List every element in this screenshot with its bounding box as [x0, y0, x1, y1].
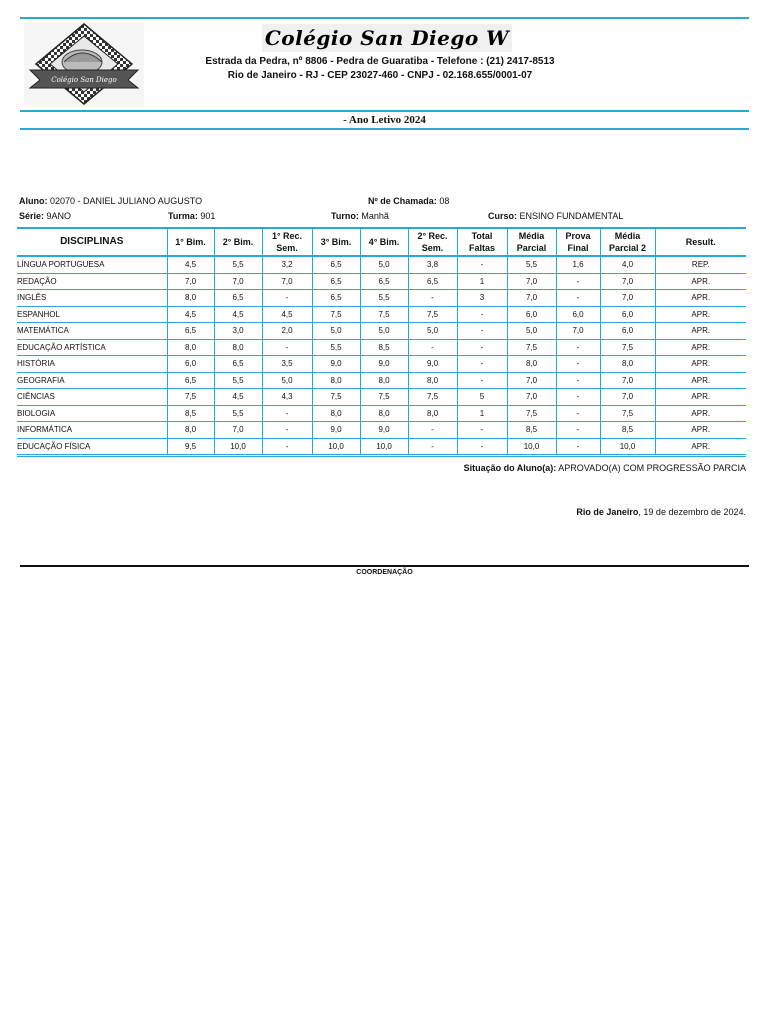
grades-table	[17, 227, 746, 457]
chamada-label: Nº de Chamada:	[368, 196, 437, 206]
student-class	[168, 211, 215, 221]
grade-cell: -	[556, 405, 600, 422]
school-logo	[24, 22, 144, 106]
grade-cell: 6,5	[312, 290, 360, 307]
signature-line	[20, 565, 749, 567]
grade-cell: 5,0	[408, 323, 457, 340]
table-header-row	[17, 228, 746, 256]
serie-value: 9ANO	[46, 211, 72, 221]
grade-cell: -	[262, 339, 312, 356]
subject-name: GEOGRAFIA	[17, 372, 167, 389]
grade-cell: 8,0	[360, 405, 408, 422]
grade-cell: 8,0	[167, 290, 214, 307]
header-4-bim: 4° Bim.	[360, 228, 408, 256]
subject-name: CIÊNCIAS	[17, 389, 167, 406]
city: Rio de Janeiro	[576, 507, 639, 517]
date: , 19 de dezembro de 2024.	[638, 507, 746, 517]
grade-cell: -	[408, 422, 457, 439]
grade-cell: 5,5	[312, 339, 360, 356]
grade-cell: 3	[457, 290, 507, 307]
grade-cell: 6,5	[214, 290, 262, 307]
grade-cell: APR.	[655, 389, 746, 406]
grade-cell: 7,5	[408, 306, 457, 323]
grade-cell: 8,0	[312, 372, 360, 389]
grade-cell: 3,0	[214, 323, 262, 340]
grade-cell: 7,0	[556, 323, 600, 340]
student-shift	[331, 211, 389, 221]
grade-cell: -	[262, 290, 312, 307]
grade-cell: 6,5	[167, 323, 214, 340]
year-rule-bottom	[20, 128, 749, 130]
header-media-parcial-2: Média Parcial 2	[600, 228, 655, 256]
grade-cell: 1,6	[556, 256, 600, 273]
header-3-bim: 3° Bim.	[312, 228, 360, 256]
grade-cell: 7,5	[600, 405, 655, 422]
grade-cell: 6,5	[312, 256, 360, 273]
grade-cell: -	[556, 356, 600, 373]
situacao-label: Situação do Aluno(a):	[463, 463, 557, 473]
aluno-label: Aluno:	[19, 196, 48, 206]
grade-cell: APR.	[655, 372, 746, 389]
grade-cell: 7,0	[507, 372, 556, 389]
table-row	[17, 273, 746, 290]
grade-cell: 5,5	[214, 372, 262, 389]
grade-cell: 4,0	[600, 256, 655, 273]
grade-cell: 1	[457, 273, 507, 290]
grade-cell: 4,5	[214, 306, 262, 323]
grade-cell: APR.	[655, 356, 746, 373]
curso-label: Curso:	[488, 211, 517, 221]
address-line-1: Estrada da Pedra, nº 8806 - Pedra de Guaratiba - Telefone : (21) 2417-8513	[205, 56, 555, 67]
table-row	[17, 290, 746, 307]
turma-label: Turma:	[168, 211, 198, 221]
grade-cell: APR.	[655, 422, 746, 439]
grade-cell: 2,0	[262, 323, 312, 340]
grade-cell: 6,0	[556, 306, 600, 323]
grade-cell: 6,0	[167, 356, 214, 373]
grade-cell: 5,0	[312, 323, 360, 340]
grades-table-body	[17, 256, 746, 456]
grade-cell: 4,5	[167, 306, 214, 323]
grade-cell: 3,2	[262, 256, 312, 273]
header-1-bim: 1° Bim.	[167, 228, 214, 256]
grade-cell: -	[457, 356, 507, 373]
subject-name: LÍNGUA PORTUGUESA	[17, 256, 167, 273]
school-title-box	[262, 24, 512, 52]
grade-cell: APR.	[655, 438, 746, 456]
subject-name: HISTÓRIA	[17, 356, 167, 373]
curso-value: ENSINO FUNDAMENTAL	[519, 211, 624, 221]
grade-cell: 6,5	[214, 356, 262, 373]
grade-cell: 6,0	[600, 323, 655, 340]
grade-cell: 4,5	[214, 389, 262, 406]
grade-cell: 5,5	[214, 405, 262, 422]
grade-cell: -	[262, 422, 312, 439]
grade-cell: 7,5	[507, 405, 556, 422]
grade-cell: 8,0	[214, 339, 262, 356]
grade-cell: 10,0	[507, 438, 556, 456]
student-course	[488, 211, 623, 221]
grade-cell: 6,0	[507, 306, 556, 323]
subject-name: ESPANHOL	[17, 306, 167, 323]
student-name	[19, 196, 202, 206]
grade-cell: 7,0	[262, 273, 312, 290]
table-row	[17, 422, 746, 439]
grade-cell: APR.	[655, 405, 746, 422]
grade-cell: -	[457, 256, 507, 273]
grade-cell: -	[408, 438, 457, 456]
grade-cell: 10,0	[600, 438, 655, 456]
grade-cell: -	[457, 372, 507, 389]
student-grade-level	[19, 211, 71, 221]
student-status	[464, 463, 746, 473]
grade-cell: 5,5	[360, 290, 408, 307]
grade-cell: 8,0	[167, 339, 214, 356]
grade-cell: REP.	[655, 256, 746, 273]
table-row	[17, 339, 746, 356]
grade-cell: 5,0	[507, 323, 556, 340]
grade-cell: -	[457, 422, 507, 439]
top-rule	[20, 17, 749, 19]
grade-cell: 7,0	[214, 273, 262, 290]
header-result: Result.	[655, 228, 746, 256]
grade-cell: 8,5	[600, 422, 655, 439]
grade-cell: 9,0	[360, 422, 408, 439]
header-media-parcial: Média Parcial	[507, 228, 556, 256]
subject-name: INGLÊS	[17, 290, 167, 307]
grade-cell: 3,8	[408, 256, 457, 273]
grade-cell: -	[556, 273, 600, 290]
grade-cell: -	[556, 290, 600, 307]
grade-cell: 5,5	[507, 256, 556, 273]
grade-cell: 8,5	[167, 405, 214, 422]
grade-cell: -	[457, 339, 507, 356]
signature-label: COORDENAÇÃO	[356, 569, 413, 576]
grade-cell: 5,5	[214, 256, 262, 273]
header-prova-final: Prova Final	[556, 228, 600, 256]
grade-cell: 6,5	[360, 273, 408, 290]
grade-cell: -	[457, 438, 507, 456]
grade-cell: 9,0	[408, 356, 457, 373]
student-roll-number	[368, 196, 449, 206]
subject-name: MATEMÁTICA	[17, 323, 167, 340]
grade-cell: 6,5	[167, 372, 214, 389]
school-year-title: - Ano Letivo 2024	[343, 114, 426, 126]
grade-cell: APR.	[655, 323, 746, 340]
grade-cell: 5	[457, 389, 507, 406]
grade-cell: 7,0	[600, 389, 655, 406]
table-row	[17, 389, 746, 406]
grade-cell: 1	[457, 405, 507, 422]
aluno-value: 02070 - DANIEL JULIANO AUGUSTO	[50, 196, 203, 206]
grade-cell: -	[457, 323, 507, 340]
grade-cell: 6,5	[312, 273, 360, 290]
subject-name: INFORMÁTICA	[17, 422, 167, 439]
grade-cell: 7,0	[507, 290, 556, 307]
grade-cell: 7,5	[312, 389, 360, 406]
grade-cell: 10,0	[214, 438, 262, 456]
grade-cell: 8,5	[507, 422, 556, 439]
grade-cell: 9,0	[312, 356, 360, 373]
table-row	[17, 323, 746, 340]
chamada-value: 08	[439, 196, 450, 206]
grade-cell: 9,0	[360, 356, 408, 373]
grade-cell: 5,0	[360, 256, 408, 273]
grade-cell: 8,0	[167, 422, 214, 439]
grade-cell: 6,0	[600, 306, 655, 323]
table-row	[17, 438, 746, 456]
grade-cell: 8,0	[408, 372, 457, 389]
table-row	[17, 306, 746, 323]
year-rule-top	[20, 110, 749, 112]
grade-cell: -	[408, 290, 457, 307]
grade-cell: 7,5	[600, 339, 655, 356]
header-1-rec-sem: 1° Rec. Sem.	[262, 228, 312, 256]
header-2-rec-sem: 2° Rec. Sem.	[408, 228, 457, 256]
grade-cell: -	[408, 339, 457, 356]
grade-cell: 8,0	[312, 405, 360, 422]
grade-cell: 10,0	[360, 438, 408, 456]
situacao-value: APROVADO(A) COM PROGRESSÃO PARCIA	[558, 463, 746, 473]
grade-cell: APR.	[655, 339, 746, 356]
grade-cell: 7,5	[408, 389, 457, 406]
grade-cell: 7,5	[312, 306, 360, 323]
grade-cell: 8,0	[408, 405, 457, 422]
grade-cell: -	[556, 438, 600, 456]
grade-cell: 8,0	[507, 356, 556, 373]
grade-cell: 3,5	[262, 356, 312, 373]
grade-cell: 7,5	[360, 389, 408, 406]
grade-cell: -	[457, 306, 507, 323]
turma-value: 901	[200, 211, 216, 221]
grade-cell: 9,5	[167, 438, 214, 456]
grade-cell: 7,0	[600, 273, 655, 290]
address-line-2: Rio de Janeiro - RJ - CEP 23027-460 - CNPJ - 02.168.655/0001-07	[227, 70, 533, 81]
grade-cell: 7,5	[167, 389, 214, 406]
grade-cell: 6,5	[408, 273, 457, 290]
grade-cell: -	[556, 422, 600, 439]
grade-cell: -	[556, 389, 600, 406]
turno-label: Turno:	[331, 211, 359, 221]
subject-name: BIOLOGIA	[17, 405, 167, 422]
grade-cell: 4,3	[262, 389, 312, 406]
grade-cell: 7,0	[214, 422, 262, 439]
grade-cell: -	[556, 339, 600, 356]
serie-label: Série:	[19, 211, 45, 221]
header-total-faltas: Total Faltas	[457, 228, 507, 256]
grade-cell: -	[262, 438, 312, 456]
grade-cell: 5,0	[360, 323, 408, 340]
table-row	[17, 372, 746, 389]
grade-cell: APR.	[655, 273, 746, 290]
header-2-bim: 2° Bim.	[214, 228, 262, 256]
grade-cell: 8,5	[360, 339, 408, 356]
grade-cell: -	[556, 372, 600, 389]
grade-cell: APR.	[655, 306, 746, 323]
grade-cell: 7,5	[507, 339, 556, 356]
grade-cell: 8,0	[600, 356, 655, 373]
header-disciplinas: DISCIPLINAS	[17, 228, 167, 256]
turno-value: Manhã	[361, 211, 389, 221]
subject-name: EDUCAÇÃO ARTÍSTICA	[17, 339, 167, 356]
place-and-date	[576, 507, 746, 517]
table-row	[17, 356, 746, 373]
grade-cell: 7,0	[600, 372, 655, 389]
grade-cell: 7,0	[507, 273, 556, 290]
svg-text:Colégio San Diego: Colégio San Diego	[51, 76, 117, 84]
grade-cell: 7,0	[600, 290, 655, 307]
school-name: Colégio San Diego W	[264, 26, 510, 50]
subject-name: REDAÇÃO	[17, 273, 167, 290]
grade-cell: 4,5	[167, 256, 214, 273]
grade-cell: 7,0	[167, 273, 214, 290]
table-row	[17, 405, 746, 422]
grade-cell: 7,0	[507, 389, 556, 406]
grade-cell: 7,5	[360, 306, 408, 323]
subject-name: EDUCAÇÃO FÍSICA	[17, 438, 167, 456]
grade-cell: APR.	[655, 290, 746, 307]
grade-cell: 5,0	[262, 372, 312, 389]
grade-cell: 8,0	[360, 372, 408, 389]
grade-cell: 9,0	[312, 422, 360, 439]
grade-cell: 4,5	[262, 306, 312, 323]
grade-cell: -	[262, 405, 312, 422]
grade-cell: 10,0	[312, 438, 360, 456]
table-row	[17, 256, 746, 273]
